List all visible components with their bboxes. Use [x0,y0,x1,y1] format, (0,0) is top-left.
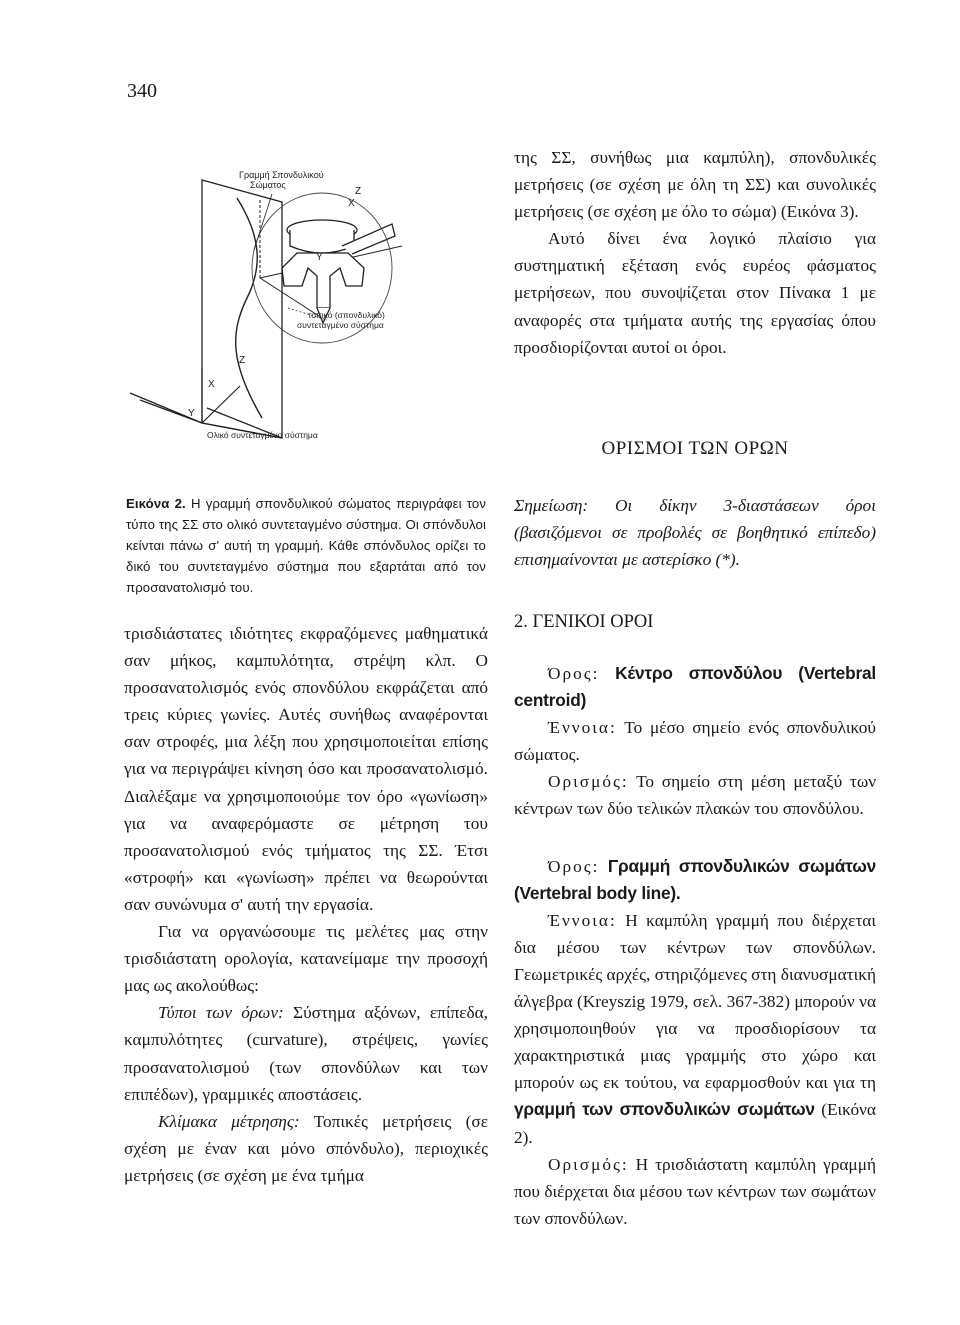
concept-label: Έννοια: [548,910,617,930]
left-paragraph-2: Για να οργανώσουμε τις μελέτες μας στην τρισδιάστατη ορολογία, κατανείμαμε την προσοχή μας ως ακολούθως: [124,922,488,996]
label-local-z: Z [355,186,362,197]
vertebra-drawing [282,220,395,323]
definition-text: Η τρισδιάστατη καμπύλη γραμμή που διέρχεται δια μέσου των κέντρων των σωμάτων των σπονδύλων. [514,1154,876,1228]
term-name: Γραμμή σπονδυλικών σωμάτων (Vertebral body line). [514,855,877,903]
global-x-axis [202,386,240,423]
concept-line [514,907,876,1151]
term-name: Κέντρο σπονδύλου (Vertebral centroid) [514,663,876,711]
term-line [514,660,876,714]
figure-vertebral-body-line [112,168,472,453]
label-global-y: Y [188,408,195,419]
definition-text: Το σημείο στη μέση μεταξύ των κέντρων των δύο τελικών πλακών του σπονδύλου. [514,772,877,819]
vertebral-body-line [236,198,262,418]
label-global-x: X [208,379,215,390]
figure-label-global-system: Ολικό συντεταγμένο σύστημα [207,430,318,440]
concept-text: Το μέσο σημείο ενός σπονδυλικού σώματος. [514,718,876,765]
label-local-y: Y [316,252,323,263]
figure-diagram [112,168,472,453]
figure-label-local-system: τοπικό (σπονδυλικό) συντεταγμένο σύστημα [297,310,385,330]
right-column-top [514,144,876,361]
subsection-title: 2. ΓΕΝΙΚΟΙ ΟΡΟΙ [514,612,654,632]
left-paragraph-1: τρισδιάστατες ιδιότητες εκφραζόμενες μαθηματικά σαν μήκος, καμπυλότητα, στρέψη κλπ. Ο προσανατολισμός ενός σπονδύλου εκφράζεται από τρεις κύριες γωνίες. Αυτές συνήθως αναφέρονται σαν στροφές, μια λέξη που χρησιμοποιείται επίσης για να περιγράψει κίνηση όσο και προσανατολισμό. Διαλέξαμε να χρησιμοποιούμε τον όρο «γωνίωση» για να αναφερόμαστε σε μέτρηση του προσανατολισμού ενός τμήματος της ΣΣ. Έτσι «στροφή» και «γωνίωση» πρέπει να θεωρούνται σαν συνώνυμα σ' αυτή την εργασία. [124,624,488,914]
concept-text: Η καμπύλη γραμμή που διέρχεται δια μέσου των κέντρων των σπονδύλων. Γεωμετρικές αρχές, στηριζόμενες στη διανυσματική άλγεβρα (Kreyszig 1979, σελ. 367-382) μπορούν να χρησιμοποιηθούν για να προσδιορίσουν τα χαρακτηριστικά μιας γραμμής στο χώρο και μπορούν ως εκ τούτου, να εφαρμοσθούν και για τη [514,910,877,1093]
term-types-text: Σύστημα αξόνων, επίπεδα, καμπυλότητες (curvature), στρέψεις, γωνίες προσανατολισμού (των σπονδύλων και των επιπέδων), γραμμικές αποστάσεις. [124,1003,488,1104]
label-local-x: X [348,198,355,209]
concept-line [514,714,876,768]
definition-block-body-line [514,853,876,1232]
concept-label: Έννοια: [548,718,617,738]
right-paragraph-2: Αυτό δίνει ένα λογικό πλαίσιο για συστηματική εξέταση ενός ευρέος φάσματος μετρήσεων, που συνοψίζεται στον Πίνακα 1 με αναφορές στα τμήματα αυτής της εργασίας όπου προσδιορίζονται αυτοί οι όροι. [514,229,876,357]
definitions [514,660,876,1262]
section-title: ΟΡΙΣΜΟΙ ΤΩΝ ΟΡΩΝ [601,438,789,459]
concept-text-end: (Εικόνα 2). [514,1100,876,1147]
term-types-label: Τύποι των όρων: [158,1003,284,1023]
term-line [514,853,876,907]
figure-label-spine-line: Γραμμή Σπονδυλικού Σώματος [239,170,324,190]
note: Σημείωση: Οι δίκην 3-διαστάσεων όροι (βασιζόμενοι σε προβολές σε βοηθητικό επίπεδο) επισημαίνονται με αστερίσκο (*). [514,496,876,569]
term-label: Όρος: [548,856,600,876]
measurement-scale-label: Κλίμακα μέτρησης: [158,1111,300,1131]
label-global-z: Z [239,355,246,366]
left-column [124,620,488,1189]
page-number: 340 [127,80,157,102]
left-paragraph-3 [124,999,488,1107]
definition-label: Ορισμός: [548,1154,629,1174]
figure-caption [126,493,486,598]
measurement-scale-text: Τοπικές μετρήσεις (σε σχέση με έναν και μόνο σπόνδυλο), περιοχικές μετρήσεις (σε σχέση με ένα τμήμα [124,1111,488,1185]
term-label: Όρος: [548,664,600,683]
caption-label: Εικόνα 2. [126,496,186,511]
caption-text: Η γραμμή σπονδυλικού σώματος περιγράφει τον τύπο της ΣΣ στο ολικό συντεταγμένο σύστημα. Οι σπόνδυλοι κείνται πάνω σ' αυτή τη γραμμή. Κάθε σπόνδυλος ορίζει το δικό του συντεταγμένο σύστημα που εξαρτάται από τον προσανατολισμό του. [126,496,487,595]
definition-label: Ορισμός: [548,772,629,792]
definition-line [514,768,876,822]
right-paragraph-1: της ΣΣ, συνήθως μια καμπύλη), σπονδυλικές μετρήσεις (σε σχέση με όλη τη ΣΣ) και συνολικές μετρήσεις (σε σχέση με όλο το σώμα) (Εικόνα 3). [514,148,876,222]
left-paragraph-4 [124,1108,488,1189]
definition-line [514,1151,876,1232]
definition-block-centroid [514,660,876,823]
leader-line-spine [254,194,272,250]
concept-bold: γραμμή των σπονδυλικών σωμάτων [514,1099,815,1120]
